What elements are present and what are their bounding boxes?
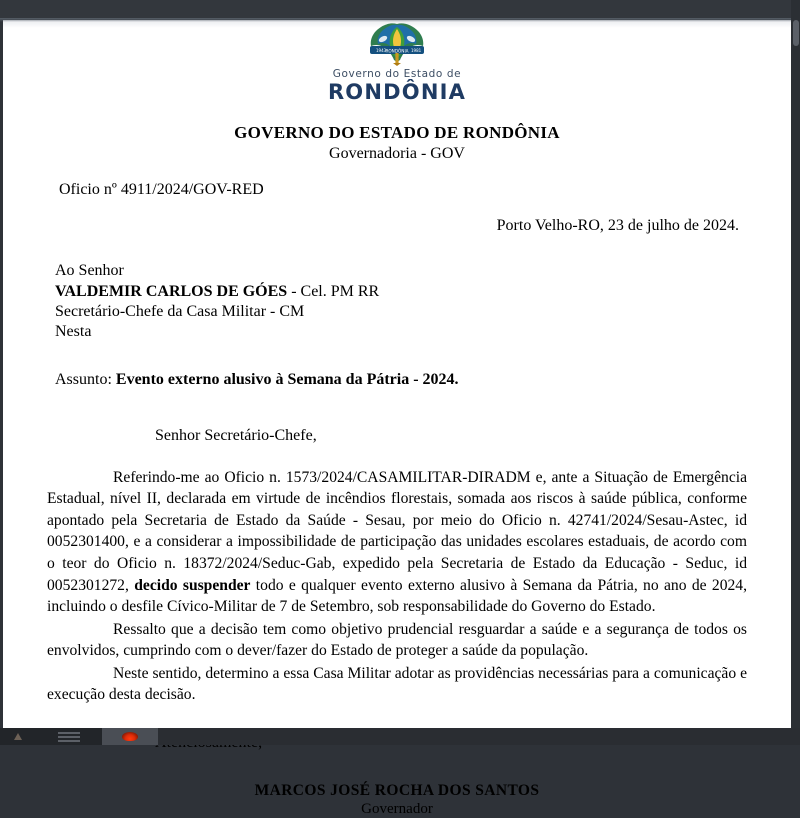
addressee-name-line (55, 282, 747, 302)
letterhead-government-label: Governo do Estado de (332, 68, 462, 80)
addressee-greeting: Ao Senhor (55, 262, 124, 280)
signature-block (47, 782, 747, 818)
taskbar-empty-area (158, 728, 800, 745)
paragraph-2: Ressalto que a decisão tem como objetivo prudencial resguardar a saúde e a segurança de todos os envolvidos, cumprindo com o dever/fazer do Estado de proteger a saúde da população. (47, 620, 747, 660)
taskbar (0, 728, 800, 745)
title-bar-shadow (0, 18, 800, 22)
paragraph-3: Neste sentido, determino a essa Casa Militar adotar as providências necessárias para a comunicação e execução desta decisão. (47, 664, 747, 704)
addressee-location: Nesta (55, 323, 92, 341)
letterhead-state-name: RONDÔNIA (327, 80, 467, 104)
page-content (3, 20, 791, 817)
addressee-block (55, 261, 747, 343)
menu-lines-icon (58, 732, 80, 742)
organization-heading (47, 123, 747, 163)
taskbar-item-menu[interactable] (36, 728, 102, 745)
subject-label: Assunto: (55, 370, 116, 388)
signatory-role: Governador (361, 800, 433, 817)
salutation: Senhor Secretário-Chefe, (155, 426, 317, 444)
organization-name: GOVERNO DO ESTADO DE RONDÔNIA (234, 123, 560, 143)
scrollbar-thumb[interactable] (793, 20, 799, 46)
flame-icon (122, 732, 138, 741)
paragraph-1-emphasis: decido suspender (134, 576, 251, 594)
letterhead (47, 20, 747, 103)
organization-department: Governadoria - GOV (329, 145, 465, 163)
rondonia-coat-of-arms-icon (362, 20, 432, 66)
paragraph-1 (47, 467, 747, 618)
addressee-name-suffix: - Cel. PM RR (287, 282, 380, 300)
vertical-scrollbar[interactable] (791, 0, 800, 745)
window-title-bar (0, 0, 800, 18)
place-and-date: Porto Velho-RO, 23 de julho de 2024. (496, 217, 739, 235)
warning-triangle-icon (14, 733, 22, 740)
svg-text:RONDÔNIA: RONDÔNIA (385, 48, 409, 54)
svg-text:1981: 1981 (411, 48, 422, 53)
document-number: Oficio nº 4911/2024/GOV-RED (59, 181, 264, 199)
addressee-name: VALDEMIR CARLOS DE GÓES (55, 282, 288, 300)
document-page (3, 20, 791, 817)
signatory-name: MARCOS JOSÉ ROCHA DOS SANTOS (254, 781, 540, 799)
subject-line (55, 371, 747, 389)
body-paragraphs (47, 467, 747, 706)
svg-text:1943: 1943 (376, 48, 387, 53)
paragraph-1-part-1: Referindo-me ao Oficio n. 1573/2024/CASAMILITAR-DIRADM e, ante a Situação de Emergência Estadual, nível II, declarada em virtude de incêndios florestais, somada aos riscos à saúde pública, conforme apontado pela Secretaria de Estado da Saúde - Sesau, por meio do Oficio n. 42741/2024/Sesau-Astec, id 0052301400, e a considerar a impossibilidade de participação das unidades escolares estaduais, de acordo com o teor do Oficio n. 18372/2024/Seduc-Gab, expedido pela Secretaria de Estado da Educação - Seduc, id 0052301272, (47, 468, 747, 594)
taskbar-item-active[interactable] (102, 728, 158, 745)
subject-value: Evento externo alusivo à Semana da Pátria - 2024. (115, 370, 459, 388)
taskbar-item-warning[interactable] (0, 728, 36, 745)
paragraph-1-part-2: todo e qualquer evento externo alusivo à Semana da Pátria, no ano de 2024, incluindo o desfile Cívico-Militar de 7 de Setembro, sob responsabilidade do Governo do Estado. (47, 576, 747, 616)
addressee-position: Secretário-Chefe da Casa Militar - CM (55, 302, 305, 320)
